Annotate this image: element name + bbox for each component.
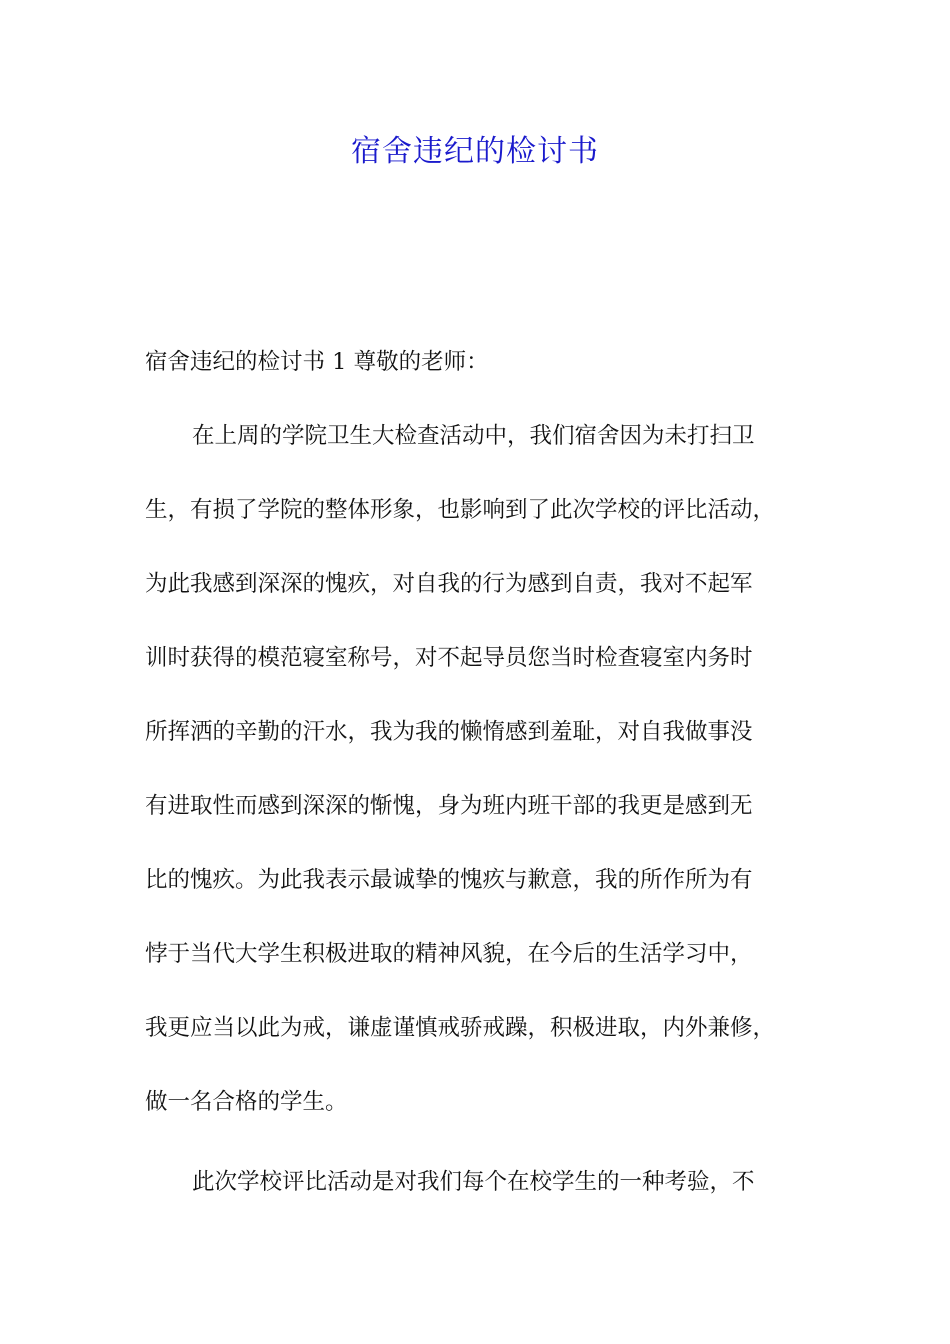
paragraph-line: 我更应当以此为戒，谦虚谨慎戒骄戒躁，积极进取，内外兼修， [145,1015,776,1041]
salutation-line: 宿舍违纪的检讨书 1 尊敬的老师： [145,349,489,375]
paragraph-line: 做一名合格的学生。 [145,1089,348,1115]
document-title: 宿舍违纪的检讨书 [351,134,599,169]
paragraph-line: 有进取性而感到深深的惭愧，身为班内班干部的我更是感到无 [145,793,753,819]
paragraph-line: 所挥洒的辛勤的汗水，我为我的懒惰感到羞耻，对自我做事没 [145,719,753,745]
paragraph-line: 在上周的学院卫生大检查活动中，我们宿舍因为未打扫卫 [192,423,755,449]
paragraph-line: 为此我感到深深的愧疚，对自我的行为感到自责，我对不起军 [145,571,753,597]
body-paragraph-2 [145,1160,825,1234]
paragraph-line: 此次学校评比活动是对我们每个在校学生的一种考验，不 [192,1169,755,1195]
salutation-paragraph [145,340,825,414]
paragraph-line: 生，有损了学院的整体形象，也影响到了此次学校的评比活动， [145,497,776,523]
paragraph-line: 训时获得的模范寝室称号，对不起导员您当时检查寝室内务时 [145,645,753,671]
paragraph-line: 悖于当代大学生积极进取的精神风貌，在今后的生活学习中， [145,941,753,967]
paragraph-line: 比的愧疚。为此我表示最诚挚的愧疚与歉意，我的所作所为有 [145,867,753,893]
body-paragraph-1 [145,414,825,1154]
